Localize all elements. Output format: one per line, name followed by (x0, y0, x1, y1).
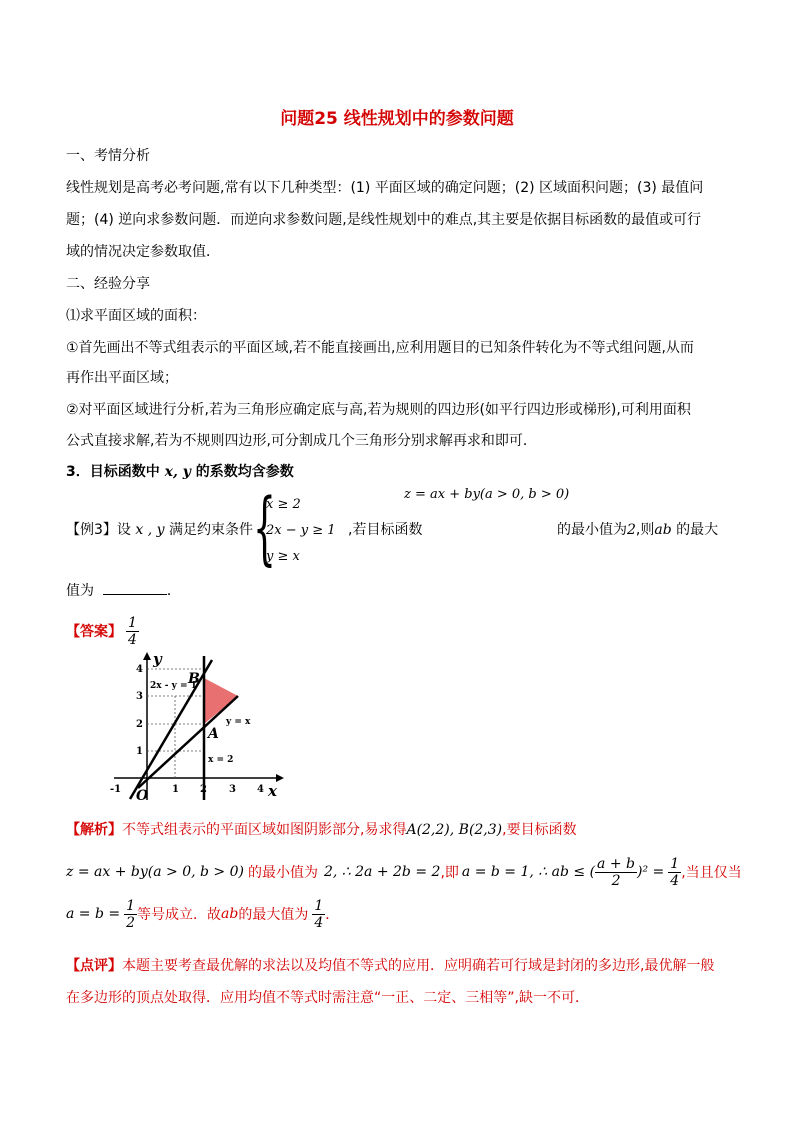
constraint-system (266, 492, 336, 570)
subheading: ⑴求平面区域的面积： (66, 308, 206, 324)
example-after: ,若目标函数 (348, 522, 423, 538)
x-tick-label: 1 (172, 784, 179, 795)
paragraph-line: 公式直接求解,若为不规则四边形,可分割成几个三角形分别求解再求和即可． (66, 433, 537, 449)
section-heading-analysis: 一、考情分析 (66, 148, 150, 164)
paragraph-line: ①首先画出不等式组表示的平面区域,若不能直接画出,应利用题目的已知条件转化为不等式组问题,从而 (66, 340, 694, 356)
section-heading-3: 3．目标函数中 x, y 的系数均含参数 (66, 464, 294, 480)
fraction: $\frac{1}{4}$ (314, 897, 324, 931)
answer-fraction: $\frac{1}{4}$ (128, 614, 137, 648)
objective-function: z = ax + by(a > 0, b > 0) (404, 487, 570, 502)
point-b-label: B (188, 671, 200, 687)
solution-line-1: 【解析】不等式组表示的平面区域如图阴影部分,易求得A(2,2), B(2,3),要目标函数 (66, 822, 577, 838)
label-y-x: y = x (226, 717, 251, 727)
feasible-region-figure (108, 650, 288, 805)
fraction: $\frac{a + b}{2}$ (597, 855, 635, 889)
fraction: $\frac{1}{4}$ (670, 855, 680, 889)
x-tick-label: O (136, 788, 149, 804)
brace: { (253, 481, 276, 574)
solution-line-2: z = ax + by(a > 0, b > 0) 的最小值为 2, ∴ 2a + 2b = 2 ,即 a = b = 1 , ∴ ab ≤ ( $\frac{a + b}{2}$ )² = $\frac{1}{4}$ ,当且仅当 (66, 855, 742, 889)
constraint-1: x ≥ 2 (266, 497, 301, 512)
constraint-2: 2x − y ≥ 1 (266, 523, 336, 538)
answer-blank (103, 580, 167, 595)
x-axis-label: x (268, 782, 277, 800)
paragraph-line: 域的情况决定参数取值． (66, 244, 220, 260)
section-heading-experience: 二、经验分享 (66, 276, 150, 292)
y-tick-label: 1 (136, 746, 143, 757)
x-tick-label: 4 (257, 784, 264, 795)
paragraph-line: 题；(4) 逆向求参数问题．而逆向求参数问题,是线性规划中的难点,其主要是依据目标函数的最值或可行 (66, 212, 702, 228)
example-lead: 【例3】设 x , y 满足约束条件 (66, 522, 253, 538)
paragraph-line: 线性规划是高考必考问题,常有以下几种类型：(1) 平面区域的确定问题；(2) 区域面积问题；(3) 最值问 (66, 180, 704, 196)
x-tick-label: -1 (110, 784, 122, 795)
comment-line-1: 【点评】本题主要考查最优解的求法以及均值不等式的应用．应明确若可行域是封闭的多边形,最优解一般 (66, 958, 715, 974)
y-axis-label: y (153, 650, 162, 668)
y-tick-label: 4 (136, 664, 143, 675)
example-tail: 的最小值为2,则ab 的最大 (557, 522, 719, 538)
label-x-2: x = 2 (208, 755, 234, 765)
fraction: $\frac{1}{2}$ (126, 897, 136, 931)
x-tick-label: 2 (200, 784, 207, 795)
x-tick-label: 3 (229, 784, 236, 795)
page-title: 问题25 线性规划中的参数问题 (280, 109, 514, 129)
y-tick-label: 3 (136, 691, 143, 702)
example-line2: 值为 ． (66, 580, 181, 601)
comment-line-2: 在多边形的顶点处取得．应用均值不等式时需注意“一正、二定、三相等”,缺一不可． (66, 990, 589, 1006)
label-2x-y-1: 2x - y = 1 (150, 681, 197, 691)
y-tick-label: 2 (136, 719, 143, 730)
paragraph-line: 再作出平面区域； (66, 370, 178, 386)
point-a-label: A (208, 726, 219, 742)
constraint-3: y ≥ x (266, 549, 300, 564)
solution-line-3: a = b = $\frac{1}{2}$ 等号成立．故 ab 的最大值为 $\frac{1}{4}$ ． (66, 897, 340, 931)
answer: 【答案】 $\frac{1}{4}$ (66, 614, 137, 648)
paragraph-line: ②对平面区域进行分析,若为三角形应确定底与高,若为规则的四边形(如平行四边形或梯形),可利用面积 (66, 402, 691, 418)
